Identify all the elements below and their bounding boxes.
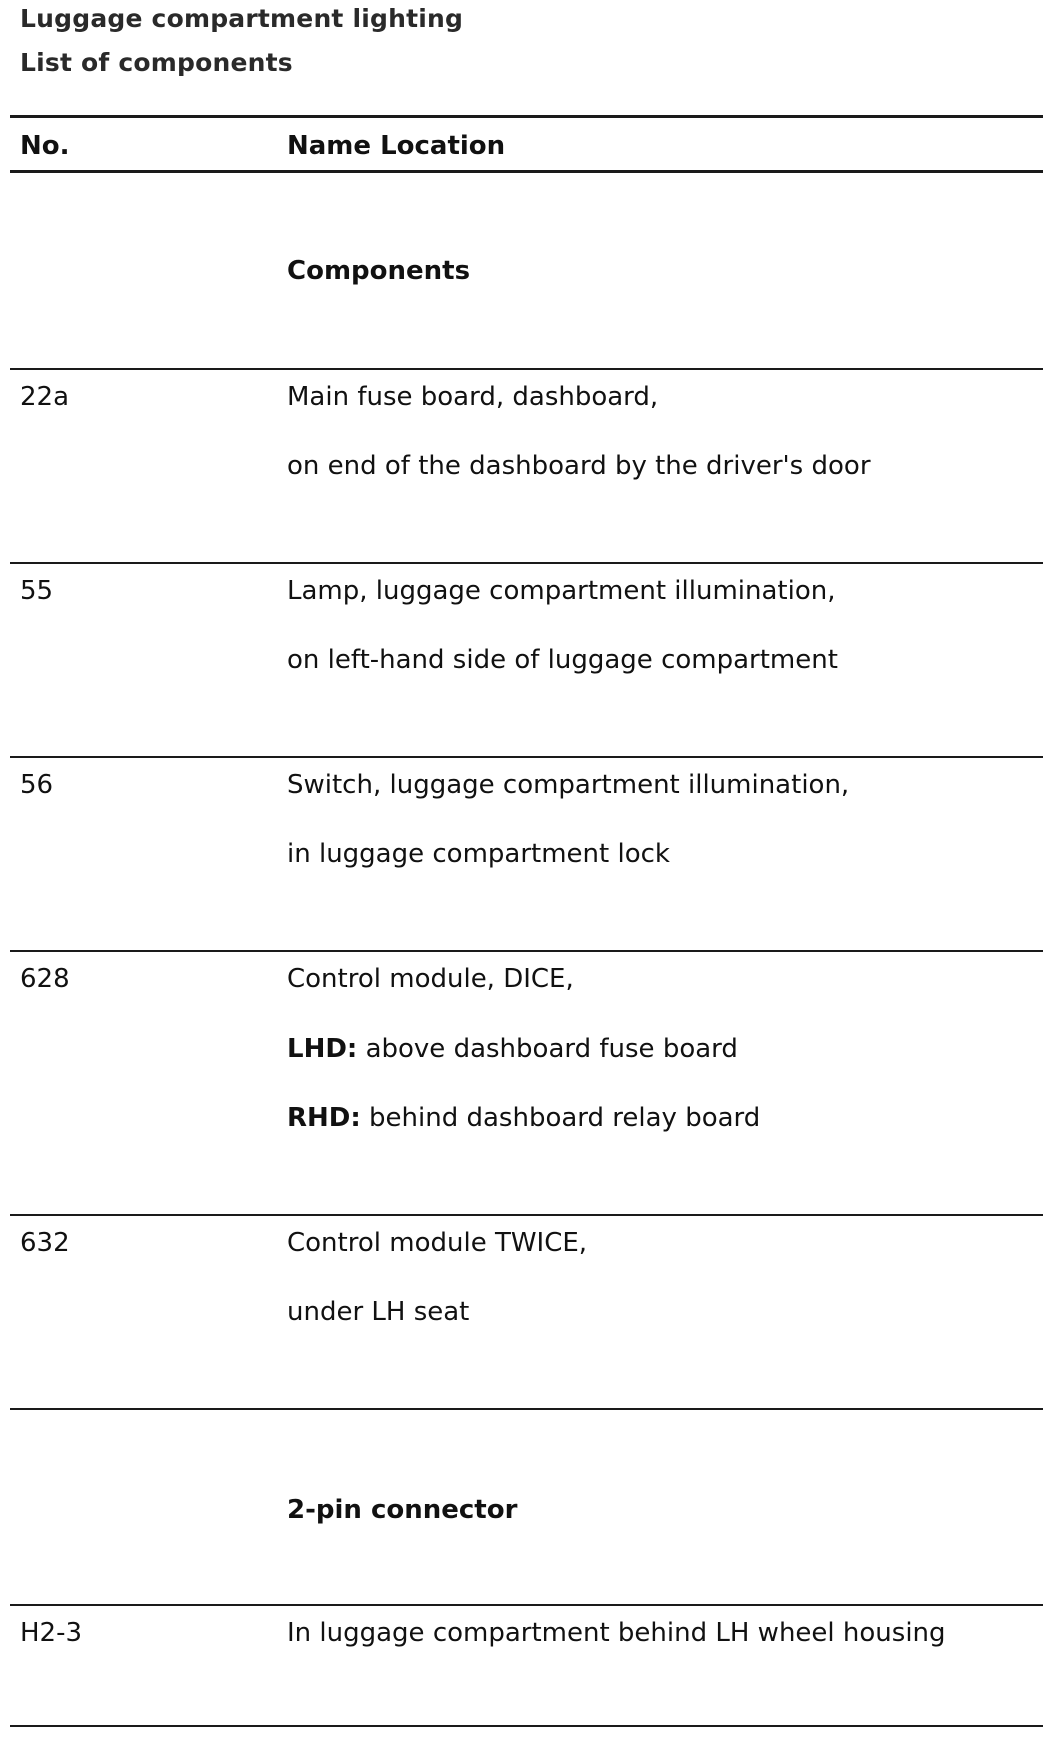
row-rule	[10, 562, 1043, 564]
row-name: In luggage compartment behind LH wheel housing	[287, 1618, 946, 1648]
row-number: 628	[20, 964, 70, 994]
row-number: 22a	[20, 382, 70, 412]
section-heading-2-pin-connector: 2-pin connector	[287, 1495, 518, 1525]
row-rule	[10, 950, 1043, 952]
row-number: 55	[20, 576, 54, 606]
row-name: Lamp, luggage compartment illumination,	[287, 576, 836, 606]
row-location: under LH seat	[287, 1297, 470, 1327]
row-number: 632	[20, 1228, 70, 1258]
rhd-location: behind dashboard relay board	[360, 1103, 761, 1133]
section-heading-components: Components	[287, 256, 471, 286]
document-subtitle: List of components	[20, 48, 293, 77]
row-number: 56	[20, 770, 54, 800]
row-location: on left-hand side of luggage compartment	[287, 645, 838, 675]
lhd-label: LHD:	[287, 1034, 358, 1064]
row-location-lhd	[287, 1034, 738, 1064]
row-name: Control module, DICE,	[287, 964, 574, 994]
document-title: Luggage compartment lighting	[20, 4, 464, 33]
header-name-location: Name Location	[287, 131, 506, 161]
row-location-rhd	[287, 1103, 760, 1133]
row-rule	[10, 1408, 1043, 1410]
rhd-label: RHD:	[287, 1103, 361, 1133]
row-rule	[10, 1214, 1043, 1216]
lhd-location: above dashboard fuse board	[357, 1034, 738, 1064]
header-bottom-rule	[10, 170, 1043, 173]
table-top-rule	[10, 115, 1043, 118]
row-name: Switch, luggage compartment illumination,	[287, 770, 850, 800]
row-rule	[10, 756, 1043, 758]
row-rule	[10, 1604, 1043, 1606]
header-no: No.	[20, 131, 70, 161]
row-name: Main fuse board, dashboard,	[287, 382, 659, 412]
table-bottom-rule	[10, 1725, 1043, 1727]
row-location: on end of the dashboard by the driver's door	[287, 451, 871, 481]
row-number: H2-3	[20, 1618, 83, 1648]
row-rule	[10, 368, 1043, 370]
row-name: Control module TWICE,	[287, 1228, 588, 1258]
row-location: in luggage compartment lock	[287, 839, 670, 869]
